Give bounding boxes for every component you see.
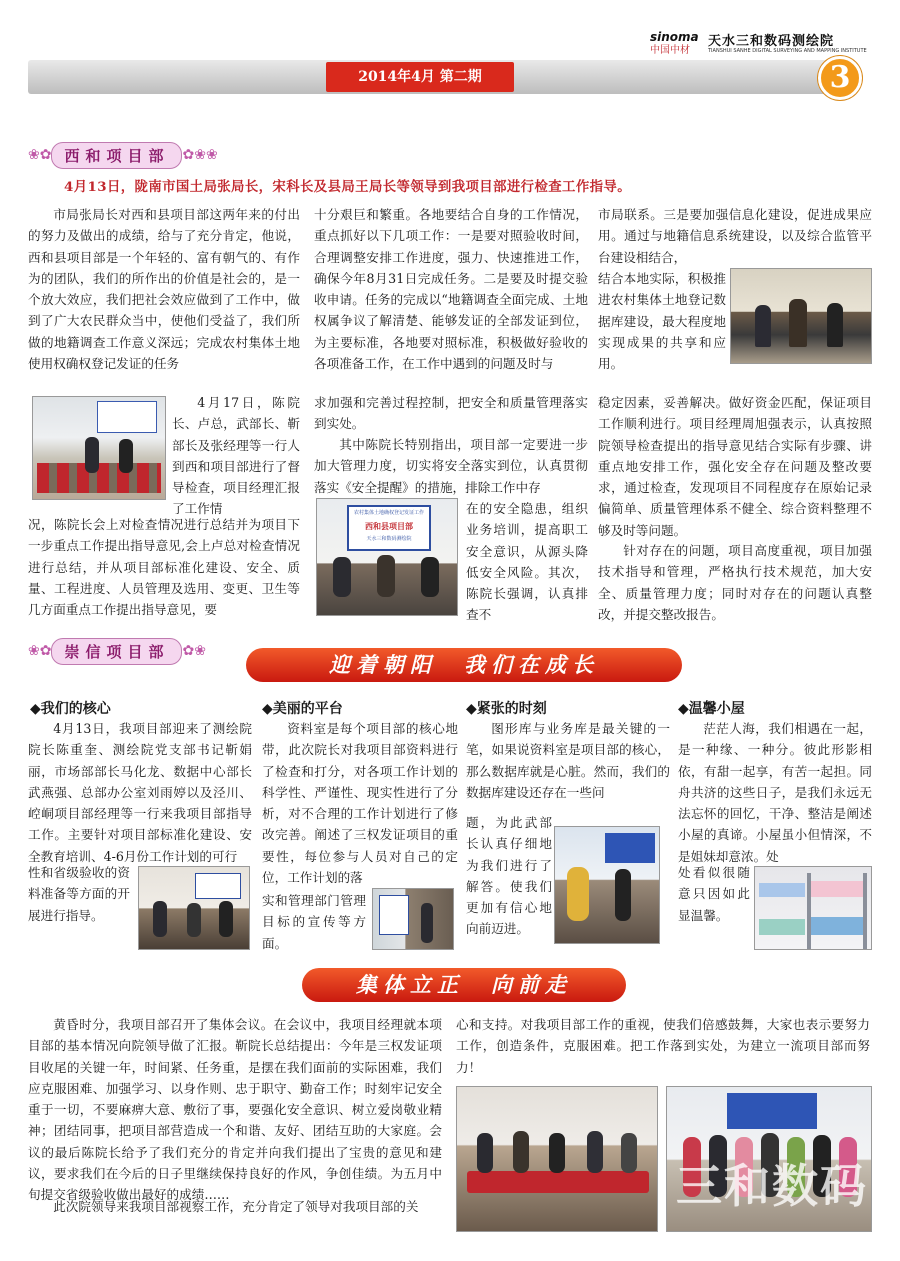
section4-paragraph-1: 黄昏时分，我项目部召开了集体会议。在会议中，我项目经理就本项目部的基本情况向院领导做了汇报。靳院长总结提出：今年是三权发证项目收尾的关键一年，时间紧、任务重，是摆在我们面前的实际困难，我们应克服困难、加强学习、以身作则、忠于职守、勤奋工作；时刻牢记安全重于一切，不要麻痹大意、敷衍了事，要强化安全意识、树立爱岗敬业精神；团结同事，把项目部营造成一个和谐、友好、团结互助的大家庭。会议的最后陈院长给予了我们充分的肯定并向我们提出了宝贵的意见和建议，要求我们在今后的日子里继续保持良好的作风，争创佳绩。为五月中旬提交省级验收做出最好的成绩…… [28,1017,442,1203]
watermark: 三和数码 [676,1159,868,1213]
flower-ornament-icon: ✿❀ [182,643,206,659]
sign-line-3: 天水三和数码测绘院 [366,536,412,542]
person-figure [421,557,439,597]
flower-ornament-icon: ✿❀❀ [182,147,218,163]
section1-headline: 4月13日，陇南市国土局张局长，宋科长及县局王局长等领导到我项目部进行检查工作指导。 [64,179,631,195]
person-figure [755,305,771,347]
section3-banner: 迎着朝阳 我们在成长 [246,648,682,682]
col4-text-a: 茫茫人海，我们相遇在一起，是一种缘、一种分。彼此形影相依，有甜一起享，有苦一起担。同舟共济的这些日子，是我们永远无法忘怀的回忆，干净、整洁是阐述小屋的真谛。小屋虽小但情深，不是姐妹却意浓。处 [678,721,872,864]
person-figure [621,1133,637,1173]
meeting-table [467,1171,649,1193]
col3-text-a: 图形库与业务库是最关键的一笔，如果说资料室是项目部的核心，那么数据库就是心脏。然而，我们的数据库建设还存在一些问 [466,721,670,800]
person-figure [567,867,589,921]
section1-paragraph-1: 市局张局长对西和县项目部这两年来的付出的努力及做出的成绩，给与了充分肯定，他说，西和县项目部是一个年轻的、富有朝气的、有作为的团队，我们的所作出的价值是社会的，是一个放大效应，我们把社会效应做到了工作中，做到了广大农民群众当中，使他们受益了，我们所做的地籍调查工作意义深远；完成农村集体土地使用权确权登记发证的任务 [28,207,300,372]
section2-paragraph-3a: 稳定因素，妥善解决。做好资金匹配，保证项目工作顺利进行。项目经理周旭强表示，认真按照院领导检查提出的指导意见结合实际有步骤、讲重点地安排工作，强化安全存在问题及整改要求，通过检查，发现项目不同程度存在原始记录偏简单、质量管理体系不健全、综合资料整理不够及时等问题。 [598,395,872,538]
photo-archive-room [372,888,454,950]
person-figure [333,557,351,597]
section-tag-label: 西和项目部 [51,142,182,169]
col2-title: ◆美丽的平台 [262,701,343,717]
section4-paragraph-3: 心和支持。对我项目部工作的重视，使我们倍感鼓舞，大家也表示要努力工作，创造条件，克服困难。把工作落到实处，为建立一流项目部而努力！ [456,1017,870,1075]
person-figure [377,555,395,597]
photo-meeting-table [456,1086,658,1232]
upper-bedding [811,881,863,897]
company-name: 天水三和数码测绘院 [708,34,835,49]
section2-paragraph-1a: 4月17日，陈院长、卢总，武部长、靳部长及张经理等一行人到西和项目部进行了督导检查，项目经理汇报了工作情 [172,395,300,517]
issue-banner [326,62,514,92]
poster-board [97,401,157,433]
section2-paragraph-1b: 况，陈院长会上对检查情况进行总结并为项目下一步重点工作提出指导意见,会上卢总对检查情况进行总结，并从项目部标准化建设、安全、质量、工程进度、人员管理及选用、变更、卫生等几方面重点工作提出指导意见，要 [28,517,300,618]
col2-text-b: 实和管理部门管理目标的宣传等方面。 [262,893,366,951]
photo-meeting-room [730,268,872,364]
page-number-badge: 3 [818,56,862,100]
person-figure [421,903,433,943]
lower-bedding [811,917,863,935]
red-chairs [37,463,161,493]
section-tag-xihe [28,140,218,170]
person-figure [549,1133,565,1173]
upper-bedding [759,883,805,897]
photo-dormitory [754,866,872,950]
section2-paragraph-3b: 针对存在的问题，项目高度重视，项目加强技术指导和管理，严格执行技术规范，加大安全、质量管理力度；同时对存在的问题认真整改，并提交整改报告。 [598,543,872,622]
section1-paragraph-3b: 结合本地实际，积极推进农村集体土地登记数据库建设，最大程度地实现成果的共享和应用。 [598,271,726,372]
person-figure [827,303,843,347]
section-tag-label: 崇信项目部 [51,638,182,665]
section2-paragraph-2c: 在的安全隐患，组织业务培训，提高职工安全意识，从源头降低安全风险。其次，陈院长强调，认真排查不 [466,501,588,623]
issue-label: 2014年4月 第二期 [358,69,482,85]
sign-line-1: 农村集体土地确权登记发证工作 [353,510,424,516]
project-sign-board [727,1093,817,1129]
flower-ornament-icon: ❀✿ [28,643,52,659]
person-figure [85,437,99,473]
section4-paragraph-2: 此次院领导来我项目部视察工作，充分肯定了领导对我项目部的关 [53,1199,419,1214]
section2-paragraph-2b: 其中陈院长特别指出，项目部一定要进一步加大管理力度，切实将安全落实到位，认真贯彻落实《安全提醒》的措施，排除工作中存 [314,437,588,495]
person-figure [119,439,133,473]
col4-text-b: 处看似很随意只因如此显温馨。 [678,865,750,923]
person-figure [219,901,233,937]
photo-chongxin-visit [138,866,250,950]
poster-board [605,833,655,863]
person-figure [513,1131,529,1173]
col1-text-a: 4月13日，我项目部迎来了测绘院院长陈重奎、测绘院党支部书记靳娟丽，市场部部长马化龙、数据中心部长武燕强、总部办公室刘雨婷以及泾川、崆峒项目部经理等一行来我项目部指导工作。主要针对项目部标准化建设、安全教育培训、4-6月份工作计划的可行 [28,721,252,864]
logo-cn-text: 中国中材 [650,45,690,56]
section4-banner: 集体立正 向前走 [302,968,626,1002]
poster-board [195,873,241,899]
bunk-bed-frame [863,873,867,949]
photo-database-work [554,826,660,944]
col3-text-b: 题，为此武部长认真仔细地为我们进行了解答。使我们更加有信心地向前迈进。 [466,815,552,937]
person-figure [477,1133,493,1173]
sign-line-2: 西和县项目部 [365,521,413,531]
person-figure [615,869,631,921]
person-figure [187,903,201,937]
section-tag-chongxin [28,636,206,666]
section2-paragraph-2a: 求加强和完善过程控制，把安全和质量管理落实到实处。 [314,395,588,432]
project-sign-board [347,505,431,551]
flower-ornament-icon: ❀✿ [28,147,52,163]
col4-title: ◆温馨小屋 [678,701,745,717]
logo-brand-text: sinoma [650,30,699,44]
person-figure [789,299,807,347]
col3-title: ◆紧张的时刻 [466,701,547,717]
person-figure [153,901,167,937]
photo-xihe-project-office [316,498,458,616]
company-english-name: TIANSHUI SANHE DIGITAL SURVEYING AND MAPPING INSTITUTE [708,48,867,54]
brand-logo [650,30,702,60]
person-figure [587,1131,603,1173]
lower-bedding [759,919,805,935]
col1-title: ◆我们的核心 [30,701,111,717]
section1-paragraph-3a: 市局联系。三是要加强信息化建设，促进成果应用。通过与地籍信息系统建设，以及综合监管平台建设相结合， [598,207,872,265]
col2-text-a: 资料室是每个项目部的核心地带，此次院长对我项目部资料进行了检查和打分，对各项工作计划的科学性、严谨性、现实性进行了分析，对不合理的工作计划进行了修改完善。阐述了三权发证项目的重要性，每位参与人员对自己的定位，工作计划的落 [262,721,458,886]
poster-board [379,895,409,935]
col1-text-b: 性和省级验收的资料准备等方面的开展进行指导。 [28,865,130,923]
section1-paragraph-2: 十分艰巨和繁重。各地要结合自身的工作情况，重点抓好以下几项工作：一是要对照验收时间，合理调整安排工作进度，强力、快速推进工作，确保今年8月31日完成任务。二是要及时提交验收申请。任务的完成以“地籍调查全面完成、土地权属争议了解清楚、能够发证的全部发证到位，为主要标准，各地要对照标准，积极做好验收的各项准备工作，在工作中遇到的问题及时与 [314,207,588,372]
photo-office-red-chairs [32,396,166,500]
